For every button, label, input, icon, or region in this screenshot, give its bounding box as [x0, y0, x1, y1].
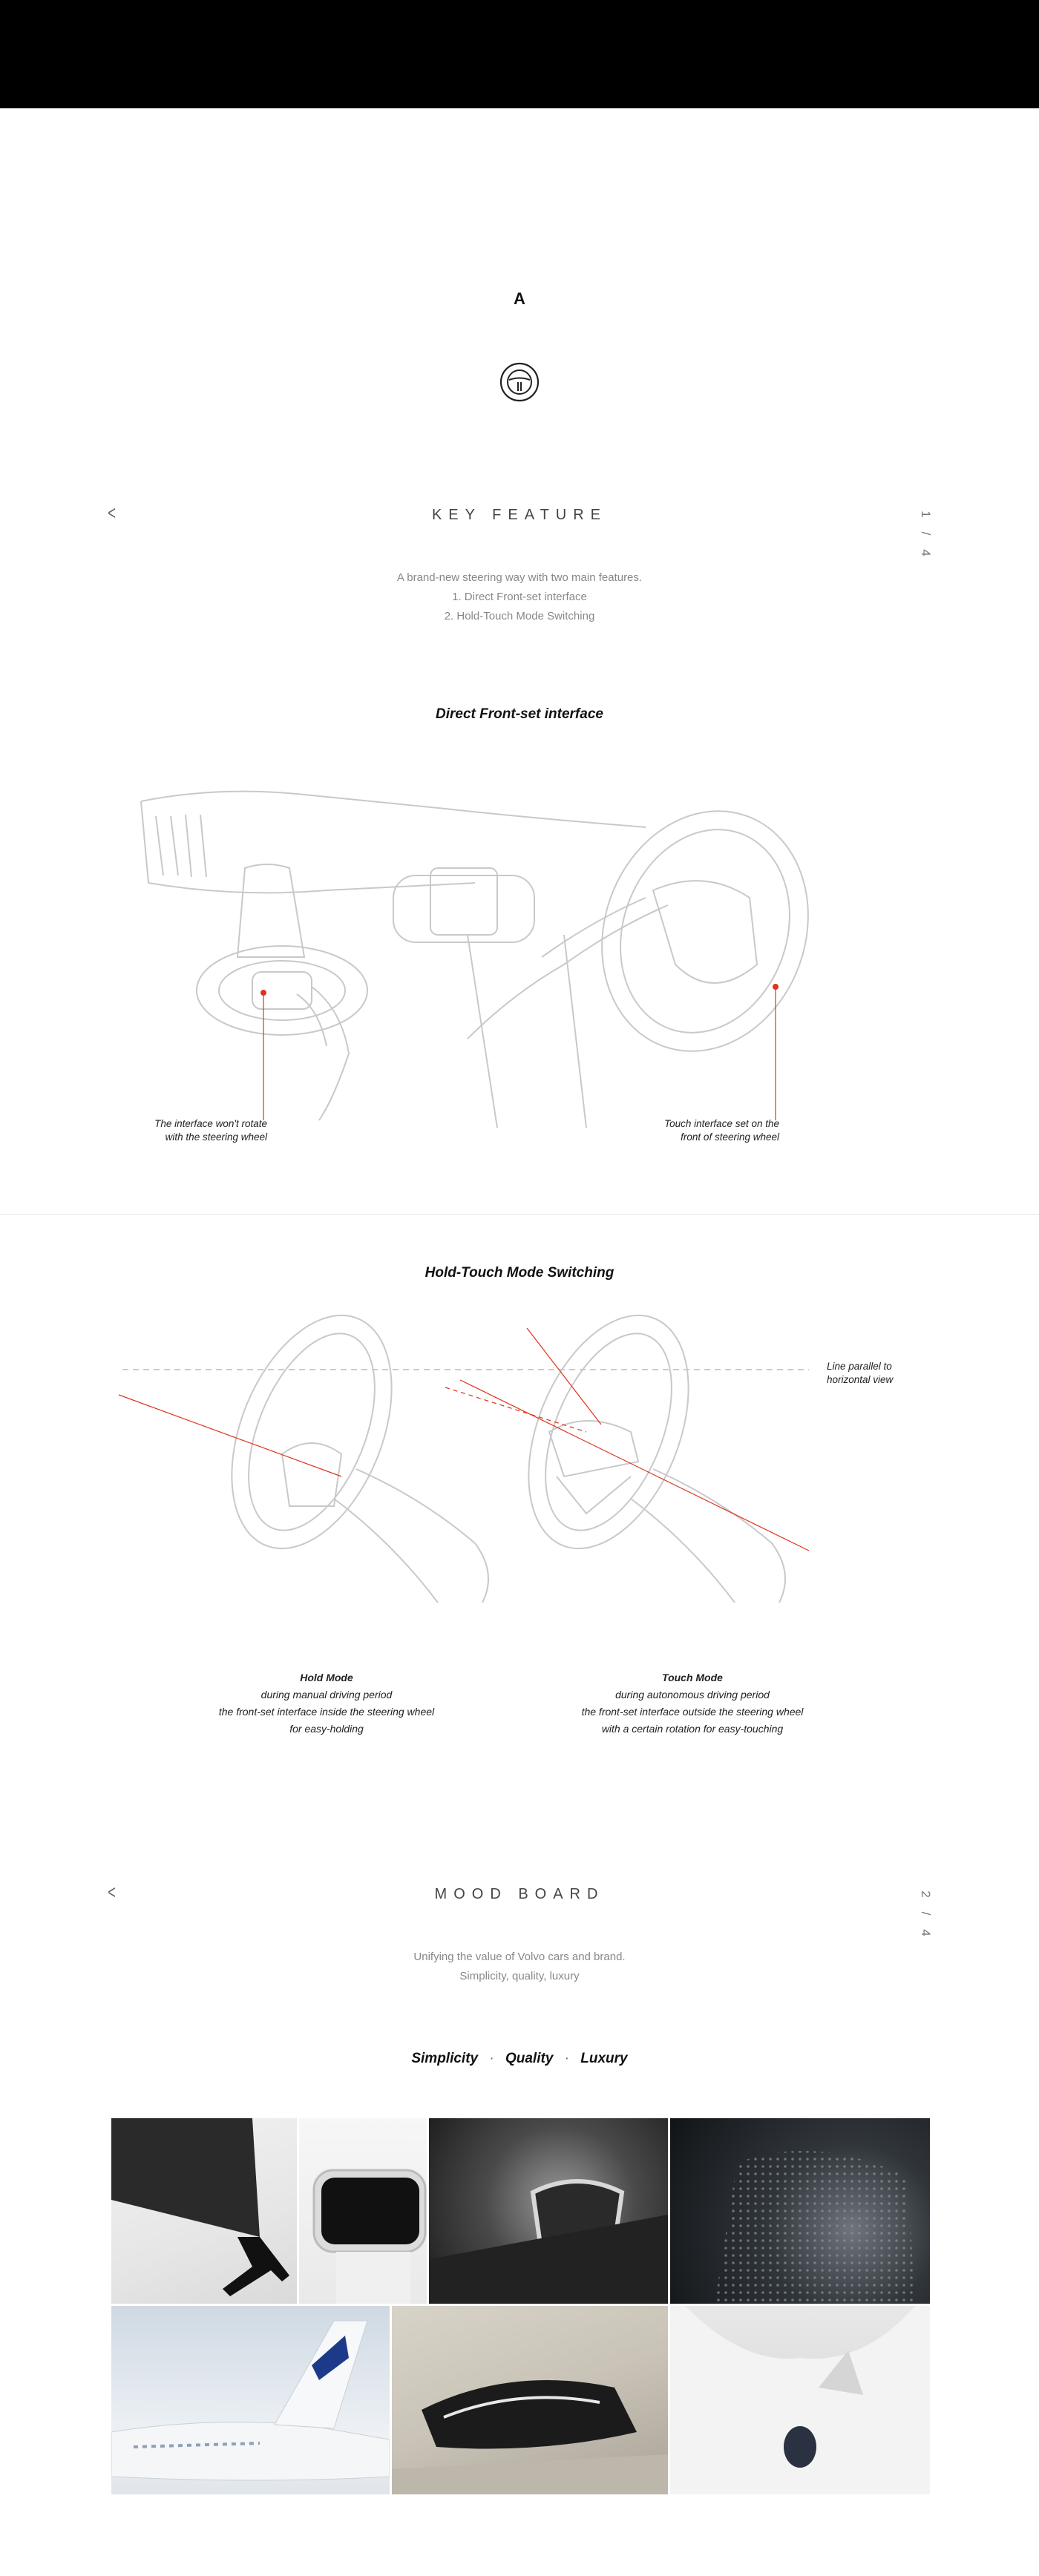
airplane-tail-image — [111, 2306, 390, 2494]
chevron-left-icon: < — [108, 1881, 116, 1903]
touch-mode-caption — [537, 1669, 848, 1738]
front-set-illustration — [126, 772, 913, 1157]
keyword: Quality — [505, 2051, 554, 2066]
hold-touch-title: Hold-Touch Mode Switching — [425, 1265, 614, 1281]
mood-board-description — [0, 1948, 1039, 1986]
description-line: 2. Hold-Touch Mode Switching — [444, 610, 595, 622]
label-line: horizontal view — [827, 1374, 894, 1385]
line-parallel-label — [827, 1360, 945, 1387]
hold-mode-caption — [171, 1669, 482, 1738]
hold-mode-line: during manual driving period — [260, 1689, 393, 1701]
pager-sep: / — [919, 1911, 933, 1916]
white-interior-image — [670, 2306, 930, 2494]
hold-mode-line: the front-set interface inside the steering wheel — [218, 1706, 435, 1718]
tv-stand-image — [111, 2118, 297, 2304]
label-line: Line parallel to — [827, 1361, 892, 1372]
left-caption — [134, 1117, 267, 1144]
touch-mode-line: the front-set interface outside the steering wheel — [581, 1706, 804, 1718]
caption-line: front of steering wheel — [681, 1131, 779, 1143]
car-headlight-image — [392, 2306, 668, 2494]
pager-current: 2 — [919, 1890, 933, 1898]
keyword-separator: · — [489, 2051, 494, 2066]
pager-total: 4 — [919, 1929, 933, 1936]
steering-wheel-icon — [499, 361, 540, 403]
keyword: Luxury — [580, 2051, 628, 2066]
touch-mode-line: during autonomous driving period — [615, 1689, 770, 1701]
section-pager — [914, 505, 937, 562]
description-line: A brand-new steering way with two main features. — [396, 571, 643, 584]
top-bar — [0, 0, 1039, 108]
keyword-separator: · — [564, 2051, 569, 2066]
car-door-handle-image — [429, 2118, 668, 2304]
pager-total: 4 — [919, 549, 933, 556]
key-feature-description — [0, 568, 1039, 626]
caption-line: The interface won't rotate — [154, 1118, 267, 1129]
section-divider — [0, 1214, 1039, 1215]
section-title-key-feature: KEY FEATURE — [431, 507, 608, 523]
textured-surface-image — [670, 2118, 930, 2304]
section-letter: A — [514, 289, 525, 308]
mood-keywords — [0, 2051, 1039, 2067]
hold-mode-title: Hold Mode — [300, 1672, 353, 1683]
hold-touch-illustration — [111, 1306, 824, 1632]
touch-mode-title: Touch Mode — [662, 1672, 723, 1683]
section-title-mood-board: MOOD BOARD — [434, 1886, 605, 1902]
smartwatch-image — [299, 2118, 427, 2304]
keyword: Simplicity — [411, 2051, 479, 2066]
description-line: Simplicity, quality, luxury — [459, 1970, 580, 1982]
description-line: Unifying the value of Volvo cars and brand. — [413, 1951, 626, 1963]
pager-sep: / — [919, 531, 933, 536]
touch-mode-line: with a certain rotation for easy-touching — [601, 1723, 784, 1735]
section-pager — [914, 1885, 937, 1942]
caption-line: Touch interface set on the — [664, 1118, 779, 1129]
pager-current: 1 — [919, 510, 933, 518]
right-caption — [631, 1117, 779, 1144]
hold-mode-line: for easy-holding — [289, 1723, 364, 1735]
chevron-left-icon: < — [108, 502, 116, 524]
description-line: 1. Direct Front-set interface — [452, 591, 587, 603]
front-set-title: Direct Front-set interface — [436, 706, 603, 722]
caption-line: with the steering wheel — [165, 1131, 267, 1143]
